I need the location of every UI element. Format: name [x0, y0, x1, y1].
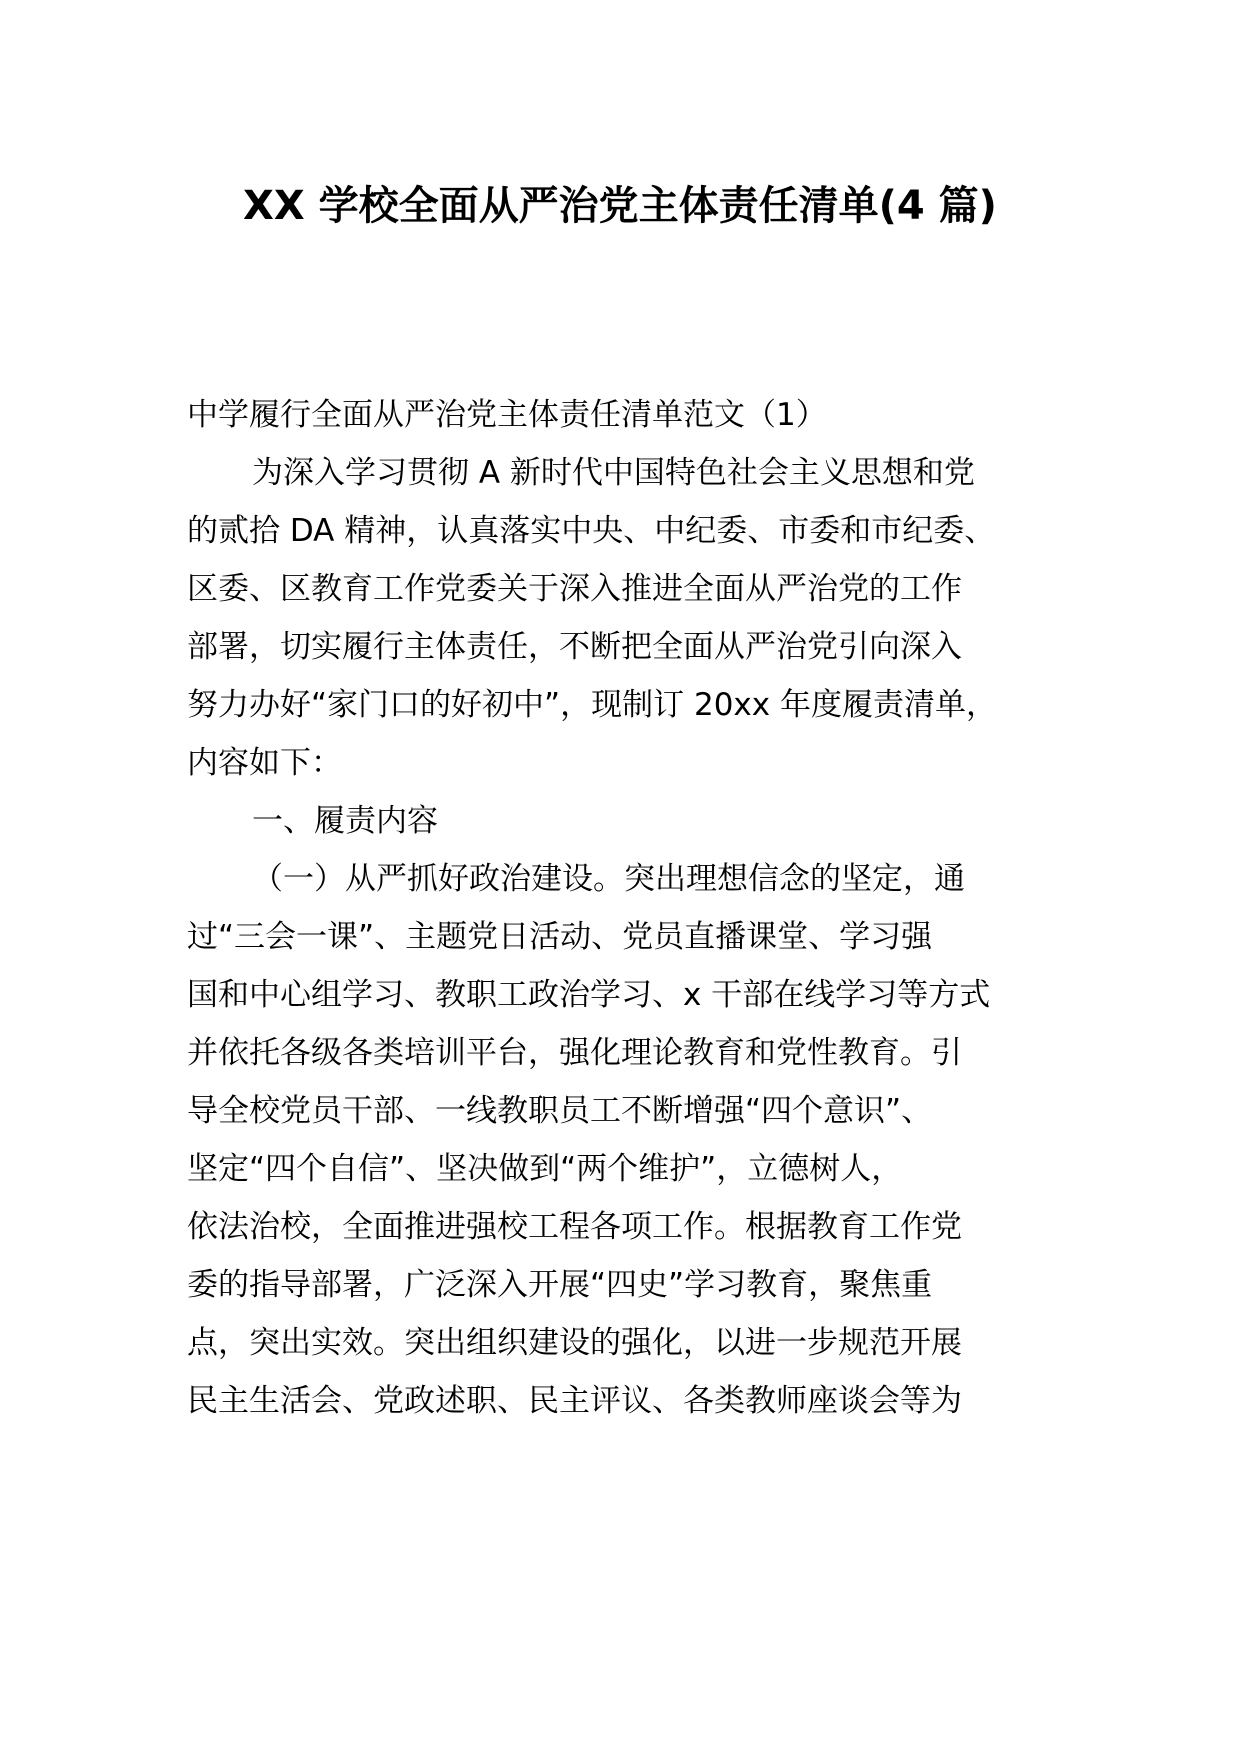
paragraph-line: 点，突出实效。突出组织建设的强化，以进一步规范开展 [187, 1325, 962, 1361]
section-heading: 一、履责内容 [252, 803, 438, 839]
paragraph-line: 委的指导部署，广泛深入开展“四史”学习教育，聚焦重 [187, 1267, 933, 1303]
paragraph-line: 并依托各级各类培训平台，强化理论教育和党性教育。引 [187, 1035, 962, 1071]
paragraph-line: 区委、区教育工作党委关于深入推进全面从严治党的工作 [187, 571, 962, 607]
document-title: XX 学校全面从严治党主体责任清单(4 篇) [243, 183, 997, 229]
paragraph-line: 导全校党员干部、一线教职员工不断增强“四个意识”、 [187, 1093, 933, 1129]
paragraph-line: 内容如下： [187, 745, 342, 781]
paragraph-line: 国和中心组学习、教职工政治学习、x 干部在线学习等方式 [187, 977, 991, 1013]
paragraph-line: 努力办好“家门口的好初中”，现制订 20xx 年度履责清单， [187, 687, 997, 723]
paragraph-line: 过“三会一课”、主题党日活动、党员直播课堂、学习强 [187, 919, 933, 955]
paragraph-line: 依法治校，全面推进强校工程各项工作。根据教育工作党 [187, 1209, 962, 1245]
paragraph-line: 的贰拾 DA 精神，认真落实中央、中纪委、市委和市纪委、 [187, 513, 996, 549]
paragraph-line: 部署，切实履行主体责任，不断把全面从严治党引向深入 [187, 629, 962, 665]
paragraph-line: 坚定“四个自信”、坚决做到“两个维护”，立德树人， [187, 1151, 903, 1187]
paragraph-line: （一）从严抓好政治建设。突出理想信念的坚定，通 [252, 861, 965, 897]
paragraph-line: 民主生活会、党政述职、民主评议、各类教师座谈会等为 [187, 1383, 962, 1419]
paragraph-line: 为深入学习贯彻 A 新时代中国特色社会主义思想和党 [252, 455, 975, 491]
section-heading: 中学履行全面从严治党主体责任清单范文（1） [187, 397, 827, 433]
